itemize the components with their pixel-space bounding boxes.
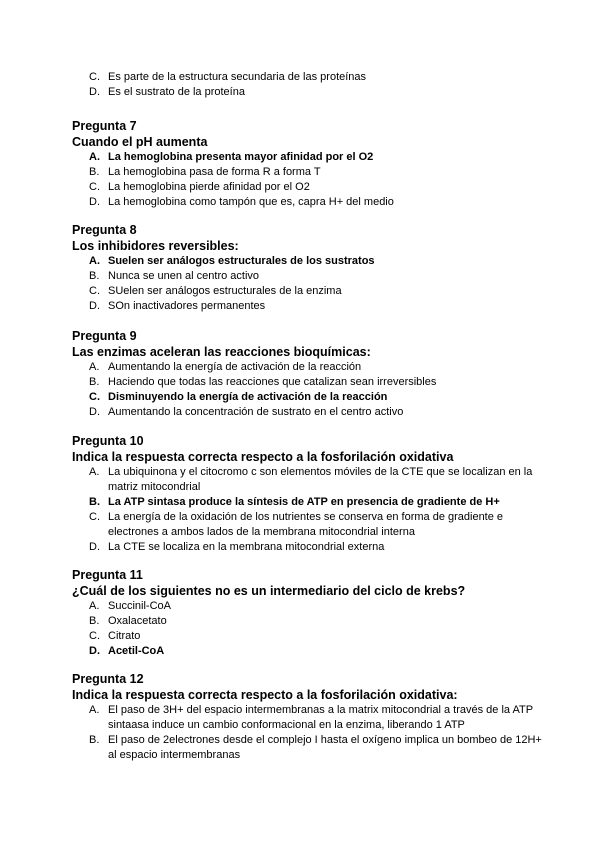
- fragment-option-d: [72, 85, 542, 100]
- option-letter: B.: [89, 734, 100, 746]
- option-letter: B.: [89, 615, 100, 627]
- option-text: Aumentando la energía de activación de la reacción: [108, 361, 362, 373]
- option-letter: D.: [89, 406, 100, 418]
- option-letter: B.: [89, 496, 100, 508]
- option-c: [72, 629, 542, 644]
- question-title: Pregunta 11: [72, 568, 143, 582]
- question-8: [72, 222, 542, 314]
- fragment-option-c: [72, 70, 542, 85]
- option-a: [72, 703, 542, 733]
- option-b: [72, 614, 542, 629]
- options-list: [72, 599, 542, 659]
- option-text: El paso de 3H+ del espacio intermembranas a la matrix mitocondrial a través de la ATP sintaasa induce un cambio conformacional en la enzima, liberando 1 ATP: [108, 704, 533, 731]
- option-text: Oxalacetato: [108, 615, 167, 627]
- option-text: Citrato: [108, 630, 141, 642]
- options-list: [72, 254, 542, 314]
- option-text: Aumentando la concentración de sustrato en el centro activo: [108, 406, 404, 418]
- question-text: Los inhibidores reversibles:: [72, 239, 239, 253]
- option-d: [72, 195, 542, 210]
- question-text: Indica la respuesta correcta respecto a la fosforilación oxidativa: [72, 450, 454, 464]
- option-text: Acetil-CoA: [108, 645, 165, 657]
- option-b: [72, 165, 542, 180]
- options-list: [72, 360, 542, 420]
- option-d: [72, 299, 542, 314]
- fragment-options-list: [72, 70, 542, 100]
- question-10: [72, 433, 542, 555]
- question-title: Pregunta 8: [72, 223, 137, 237]
- option-letter: B.: [89, 270, 100, 282]
- option-d: [72, 405, 542, 420]
- question-12: [72, 671, 542, 763]
- option-a: [72, 254, 542, 269]
- options-list: [72, 465, 542, 555]
- option-text: La energía de la oxidación de los nutrientes se conserva en forma de gradiente e electrones a ambos lados de la membrana mitocondrial interna: [108, 511, 504, 538]
- option-text: Succinil-CoA: [108, 600, 171, 612]
- option-letter: C.: [89, 391, 100, 403]
- option-text: Es parte de la estructura secundaria de las proteínas: [108, 71, 367, 83]
- option-b: [72, 375, 542, 390]
- option-letter: C.: [89, 511, 100, 523]
- option-text: La ATP sintasa produce la síntesis de ATP en presencia de gradiente de H+: [108, 496, 500, 508]
- option-a: [72, 360, 542, 375]
- question-text: Indica la respuesta correcta respecto a la fosforilación oxidativa:: [72, 688, 458, 702]
- option-letter: A.: [89, 600, 100, 612]
- option-text: Disminuyendo la energía de activación de la reacción: [108, 391, 388, 403]
- option-letter: A.: [89, 151, 100, 163]
- option-letter: D.: [89, 86, 100, 98]
- option-letter: C.: [89, 71, 100, 83]
- option-b: [72, 733, 542, 763]
- options-list: [72, 150, 542, 210]
- option-letter: D.: [89, 645, 100, 657]
- question-text: ¿Cuál de los siguientes no es un intermediario del ciclo de krebs?: [72, 584, 466, 598]
- option-letter: B.: [89, 166, 100, 178]
- option-c: [72, 180, 542, 195]
- option-letter: C.: [89, 630, 100, 642]
- option-letter: A.: [89, 361, 100, 373]
- option-d: [72, 540, 542, 555]
- option-text: La hemoglobina pasa de forma R a forma T: [108, 166, 321, 178]
- option-c: [72, 510, 542, 540]
- option-d: [72, 644, 542, 659]
- option-c: [72, 284, 542, 299]
- option-b: [72, 495, 542, 510]
- option-letter: A.: [89, 255, 100, 267]
- question-title: Pregunta 7: [72, 119, 137, 133]
- option-letter: D.: [89, 541, 100, 553]
- question-9: [72, 328, 542, 420]
- option-letter: A.: [89, 704, 100, 716]
- question-title: Pregunta 9: [72, 329, 137, 343]
- option-c: [72, 390, 542, 405]
- options-list: [72, 703, 542, 763]
- option-text: SUelen ser análogos estructurales de la enzima: [108, 285, 342, 297]
- option-text: La ubiquinona y el citocromo c son elementos móviles de la CTE que se localizan en la matriz mitocondrial: [108, 466, 533, 493]
- option-text: El paso de 2electrones desde el complejo I hasta el oxígeno implica un bombeo de 12H+ al espacio intermembranas: [108, 734, 542, 761]
- option-letter: D.: [89, 196, 100, 208]
- question-title: Pregunta 10: [72, 434, 144, 448]
- option-b: [72, 269, 542, 284]
- option-text: La hemoglobina pierde afinidad por el O2: [108, 181, 310, 193]
- question-fragment: [72, 70, 542, 100]
- option-text: Nunca se unen al centro activo: [108, 270, 260, 282]
- question-11: [72, 567, 542, 659]
- option-text: La hemoglobina como tampón que es, capra H+ del medio: [108, 196, 394, 208]
- option-letter: A.: [89, 466, 100, 478]
- option-text: Es el sustrato de la proteína: [108, 86, 245, 98]
- option-letter: D.: [89, 300, 100, 312]
- option-a: [72, 599, 542, 614]
- option-a: [72, 150, 542, 165]
- question-7: [72, 118, 542, 210]
- option-a: [72, 465, 542, 495]
- option-text: La hemoglobina presenta mayor afinidad por el O2: [108, 151, 374, 163]
- question-text: Cuando el pH aumenta: [72, 135, 208, 149]
- question-text: Las enzimas aceleran las reacciones bioquímicas:: [72, 345, 371, 359]
- option-text: La CTE se localiza en la membrana mitocondrial externa: [108, 541, 385, 553]
- option-text: SOn inactivadores permanentes: [108, 300, 266, 312]
- option-letter: C.: [89, 181, 100, 193]
- option-letter: C.: [89, 285, 100, 297]
- question-title: Pregunta 12: [72, 672, 144, 686]
- option-text: Haciendo que todas las reacciones que catalizan sean irreversibles: [108, 376, 437, 388]
- option-text: Suelen ser análogos estructurales de los sustratos: [108, 255, 375, 267]
- option-letter: B.: [89, 376, 100, 388]
